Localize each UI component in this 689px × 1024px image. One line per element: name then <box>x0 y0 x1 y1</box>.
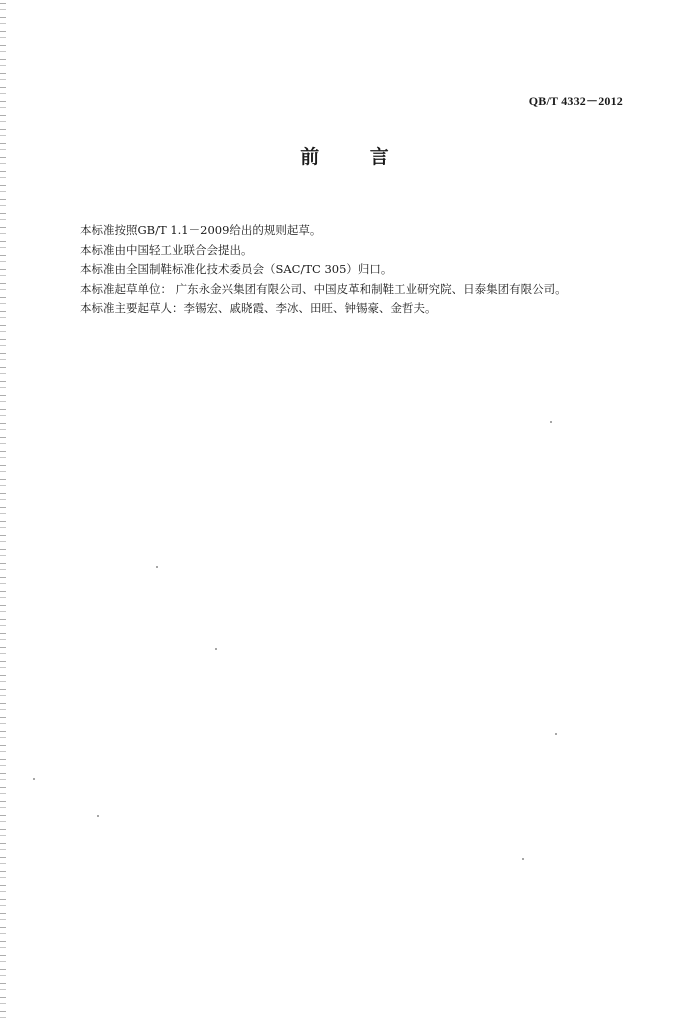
paragraph-proposer: 本标准由中国轻工业联合会提出。 <box>80 242 253 257</box>
scan-speck <box>522 858 524 860</box>
paragraph-administrator: 本标准由全国制鞋标准化技术委员会（SAC/TC 305）归口。 <box>80 262 393 276</box>
paragraph-main-drafters: 本标准主要起草人：李锡宏、戚晓霞、李冰、田旺、钟锡豪、金哲夫。 <box>80 301 437 315</box>
standard-code: QB/T 4332－2012 <box>528 94 623 108</box>
scan-speck <box>33 778 35 780</box>
page-title: 前 言 <box>300 146 411 168</box>
preface-body <box>80 221 640 319</box>
paragraph-drafting-rules: 本标准按照GB/T 1.1－2009给出的规则起草。 <box>80 223 322 237</box>
scan-speck <box>555 733 557 735</box>
scan-speck <box>215 648 217 650</box>
paragraph-drafting-units: 本标准起草单位： 广东永金兴集团有限公司、中国皮革和制鞋工业研究院、日泰集团有限公司。 <box>80 281 567 296</box>
scan-speck <box>550 421 552 423</box>
scan-speck <box>97 815 99 817</box>
scan-speck <box>156 566 158 568</box>
